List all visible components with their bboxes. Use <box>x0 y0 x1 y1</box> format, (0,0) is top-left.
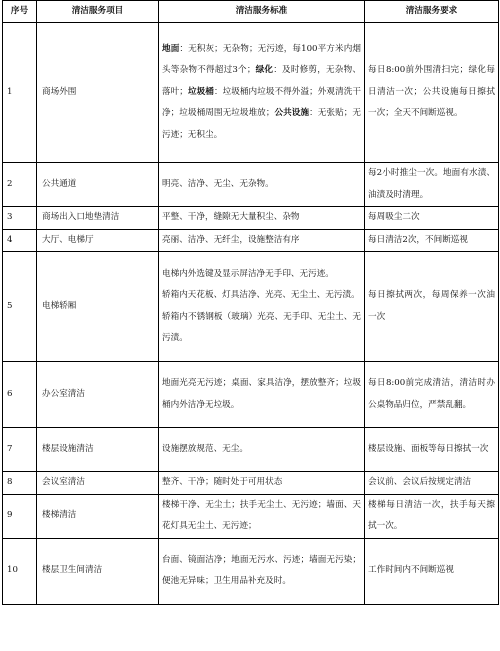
standard-line: 轿箱内不锈钢板（玻璃）光亮、无手印、无尘土、无污渍。 <box>162 311 361 343</box>
standard-text: 地面光亮无污迹；桌面、家具洁净，摆放整齐；垃圾桶内外洁净无垃圾。 <box>162 378 361 410</box>
service-standard <box>159 538 365 604</box>
service-item: 楼层卫生间清洁 <box>37 538 159 604</box>
service-standard <box>159 428 365 472</box>
standard-text: ：及时修剪，无杂物、落叶； <box>162 65 361 97</box>
row-number: 10 <box>3 538 37 604</box>
row-number: 8 <box>3 472 37 495</box>
row-number: 3 <box>3 207 37 230</box>
standard-text: 明亮、洁净、无尘、无杂物。 <box>162 178 274 189</box>
service-requirement: 每日清洁2次，不间断巡视 <box>365 229 499 252</box>
standard-text: 楼梯干净、无尘土；扶手无尘土、无污迹；墙面、天花灯具无尘土、无污迹； <box>162 499 361 531</box>
table-row <box>3 229 499 252</box>
service-requirement: 每日8:00前外围清扫完；绿化每日清洁一次；公共设施每日擦拭一次；全天不间断巡视。 <box>365 23 499 163</box>
standard-text: ：无张贴；无污迹；无积尘。 <box>162 108 361 140</box>
service-standard <box>159 472 365 495</box>
standard-keyword: 垃圾桶 <box>187 86 214 97</box>
service-item: 会议室清洁 <box>37 472 159 495</box>
service-requirement: 楼层设施、面板等每日擦拭一次 <box>365 428 499 472</box>
service-requirement: 会议前、会议后按规定清洁 <box>365 472 499 495</box>
service-item: 公共通道 <box>37 163 159 207</box>
table-row <box>3 163 499 207</box>
service-standard <box>159 207 365 230</box>
table-row <box>3 362 499 428</box>
header-standard: 清洁服务标准 <box>159 1 365 23</box>
standard-text: ：垃圾桶内垃圾不得外溢；外观清洗干净；垃圾桶周围无垃圾堆放； <box>162 86 361 119</box>
standard-text: ：无积灰；无杂物；无污迹，每100平方米内烟头等杂物不得超过3个； <box>162 43 361 76</box>
service-standard <box>159 494 365 538</box>
table-row <box>3 472 499 495</box>
standard-keyword: 公共设施 <box>274 108 310 119</box>
row-number: 2 <box>3 163 37 207</box>
service-standard <box>159 163 365 207</box>
service-item: 大厅、电梯厅 <box>37 229 159 252</box>
table-row <box>3 207 499 230</box>
row-number: 6 <box>3 362 37 428</box>
standard-text: 平整、干净，缝隙无大量积尘、杂物 <box>162 212 300 222</box>
service-requirement: 每2小时推尘一次。地面有水渍、油渍及时清理。 <box>365 163 499 207</box>
header-item: 清洁服务项目 <box>37 1 159 23</box>
service-standard <box>159 362 365 428</box>
service-item: 楼梯清洁 <box>37 494 159 538</box>
service-standards-table <box>2 0 498 605</box>
standard-line: 电梯内外选键及显示屏洁净无手印、无污迹。 <box>162 268 334 279</box>
service-requirement: 每周吸尘二次 <box>365 207 499 230</box>
service-requirement: 楼梯每日清洁一次，扶手每天擦拭一次。 <box>365 494 499 538</box>
table-row <box>3 23 499 163</box>
standard-text: 整齐、干净；随时处于可用状态 <box>162 477 283 487</box>
header-requirement: 清洁服务要求 <box>365 1 499 23</box>
table-row <box>3 252 499 362</box>
service-standard <box>159 23 365 163</box>
service-item: 商场出入口地垫清洁 <box>37 207 159 230</box>
standard-keyword: 绿化 <box>255 65 274 76</box>
row-number: 7 <box>3 428 37 472</box>
table-row <box>3 428 499 472</box>
service-requirement: 工作时间内不间断巡视 <box>365 538 499 604</box>
table-row <box>3 494 499 538</box>
standard-text: 设施摆放规范、无尘。 <box>162 443 248 454</box>
row-number: 1 <box>3 23 37 163</box>
row-number: 4 <box>3 229 37 252</box>
standard-keyword: 地面 <box>162 43 180 54</box>
service-standard <box>159 252 365 362</box>
header-row <box>3 1 499 23</box>
service-item: 办公室清洁 <box>37 362 159 428</box>
cleaning-table <box>2 0 499 605</box>
standard-text: 台面、镜面洁净；地面无污水、污迹；墙面无污染；便池无异味；卫生用品补充及时。 <box>162 554 361 586</box>
row-number: 5 <box>3 252 37 362</box>
standard-line: 轿箱内天花板、灯具洁净、光亮、无尘土、无污渍。 <box>162 290 360 300</box>
service-item: 商场外围 <box>37 23 159 163</box>
service-item: 楼层设施清洁 <box>37 428 159 472</box>
service-requirement: 每日擦拭两次，每周保养一次油一次 <box>365 252 499 362</box>
standard-text: 亮丽、洁净、无纤尘，设施整洁有序 <box>162 234 300 245</box>
table-row <box>3 538 499 604</box>
service-requirement: 每日8:00前完成清洁，清洁时办公桌物品归位，严禁乱翻。 <box>365 362 499 428</box>
service-standard <box>159 229 365 252</box>
service-item: 电梯轿厢 <box>37 252 159 362</box>
row-number: 9 <box>3 494 37 538</box>
header-no: 序号 <box>3 1 37 23</box>
